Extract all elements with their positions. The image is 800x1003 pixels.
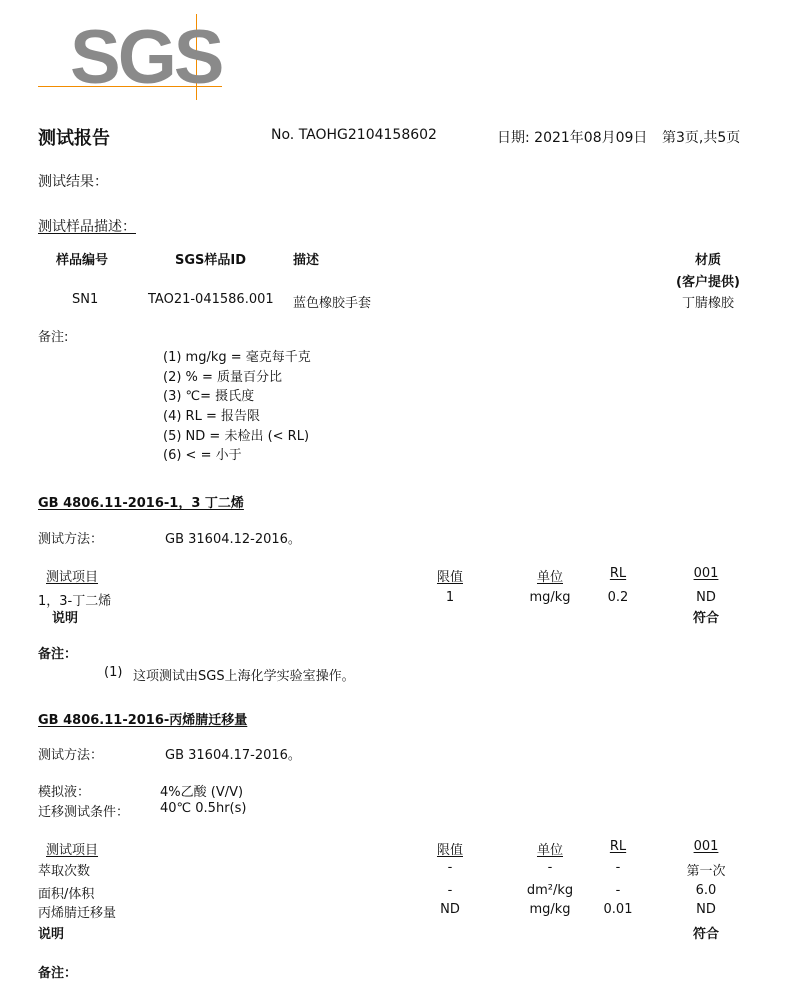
s2-cell-unit: - <box>547 860 553 875</box>
s2-header-result: 001 <box>693 839 719 854</box>
notes-label: 备注: <box>38 330 69 345</box>
s2-cell-result: ND <box>696 902 716 917</box>
sample-header-id: 样品编号 <box>56 253 109 268</box>
s1-header-result: 001 <box>693 566 719 581</box>
s1-remark-text: 这项测试由SGS上海化学实验室操作。 <box>133 669 355 684</box>
s1-cell-unit: mg/kg <box>529 590 571 605</box>
s2-cell-rl: - <box>615 883 621 898</box>
s2-cell-limit: ND <box>440 902 460 917</box>
report-number: No. TAOHG2104158602 <box>271 127 437 143</box>
note-item: (6) < = 小于 <box>163 448 242 463</box>
s2-cell-rl: 0.01 <box>603 902 633 917</box>
page-indicator: 第3页,共5页 <box>662 130 741 146</box>
s2-cell-result: 6.0 <box>695 883 717 898</box>
s2-header-rl: RL <box>609 839 627 854</box>
sample-header-sgs-id: SGS样品ID <box>175 253 247 268</box>
section2-cond-value: 40℃ 0.5hr(s) <box>160 801 247 816</box>
section2-sim-label: 模拟液： <box>38 785 91 800</box>
section2-cond-label: 迁移测试条件： <box>38 805 130 820</box>
note-item: (3) ℃= 摄氏度 <box>163 389 255 404</box>
section2-method-label: 测试方法： <box>38 748 104 763</box>
sample-cell-id: SN1 <box>72 292 99 307</box>
section2-sim-value: 4%乙酸 (V/V) <box>160 785 244 800</box>
s2-header-unit: 单位 <box>536 843 563 858</box>
s2-explain-label: 说明 <box>38 927 65 942</box>
s1-cell-limit: 1 <box>445 590 455 605</box>
s1-explain-value: 符合 <box>692 611 719 626</box>
sample-header-client: (客户提供) <box>676 275 740 290</box>
s2-cell-unit: dm²/kg <box>526 883 574 898</box>
section2-method-value: GB 31604.17-2016。 <box>165 748 301 763</box>
note-item: (5) ND = 未检出 (< RL) <box>163 429 310 444</box>
logo-text: SGS <box>70 15 222 100</box>
sample-cell-material: 丁腈橡胶 <box>681 296 734 311</box>
report-date: 日期: 2021年08月09日 <box>497 130 648 146</box>
section1-title: GB 4806.11-2016-1，3 丁二烯 <box>38 496 244 511</box>
s2-explain-value: 符合 <box>692 927 719 942</box>
results-label: 测试结果： <box>38 174 108 190</box>
report-title: 测试报告 <box>38 128 110 149</box>
s2-cell-rl: - <box>615 860 621 875</box>
s2-cell-item: 面积/体积 <box>38 887 95 902</box>
s1-header-rl: RL <box>609 566 627 581</box>
s2-cell-result: 第一次 <box>686 864 726 879</box>
sample-header-desc: 描述 <box>293 253 320 268</box>
s1-cell-rl: 0.2 <box>607 590 629 605</box>
s2-cell-item: 丙烯腈迁移量 <box>38 906 117 921</box>
s2-header-item: 测试项目 <box>46 843 99 858</box>
s2-cell-item: 萃取次数 <box>38 864 91 879</box>
section1-method-label: 测试方法： <box>38 532 104 547</box>
s2-cell-limit: - <box>447 860 453 875</box>
section2-title: GB 4806.11-2016-丙烯腈迁移量 <box>38 713 248 728</box>
sample-header-material: 材质 <box>694 253 721 268</box>
s1-remark-num: (1) <box>104 665 123 680</box>
s1-explain-label: 说明 <box>52 611 79 626</box>
s2-remark-label: 备注： <box>38 966 78 981</box>
s1-header-unit: 单位 <box>536 570 563 585</box>
sample-desc-label: 测试样品描述： <box>38 219 136 235</box>
note-item: (4) RL = 报告限 <box>163 409 260 424</box>
s2-cell-unit: mg/kg <box>529 902 571 917</box>
s1-header-item: 测试项目 <box>46 570 99 585</box>
s1-cell-item: 1，3-丁二烯 <box>38 594 112 609</box>
sample-cell-sgs-id: TAO21-041586.001 <box>148 292 274 307</box>
note-item: (2) % = 质量百分比 <box>163 370 283 385</box>
s1-cell-result: ND <box>696 590 716 605</box>
note-item: (1) mg/kg = 毫克每千克 <box>163 350 311 365</box>
s2-cell-limit: - <box>447 883 453 898</box>
s2-header-limit: 限值 <box>436 843 463 858</box>
s1-header-limit: 限值 <box>436 570 463 585</box>
s1-remark-label: 备注： <box>38 647 78 662</box>
sample-cell-desc: 蓝色橡胶手套 <box>293 296 372 311</box>
section1-method-value: GB 31604.12-2016。 <box>165 532 301 547</box>
